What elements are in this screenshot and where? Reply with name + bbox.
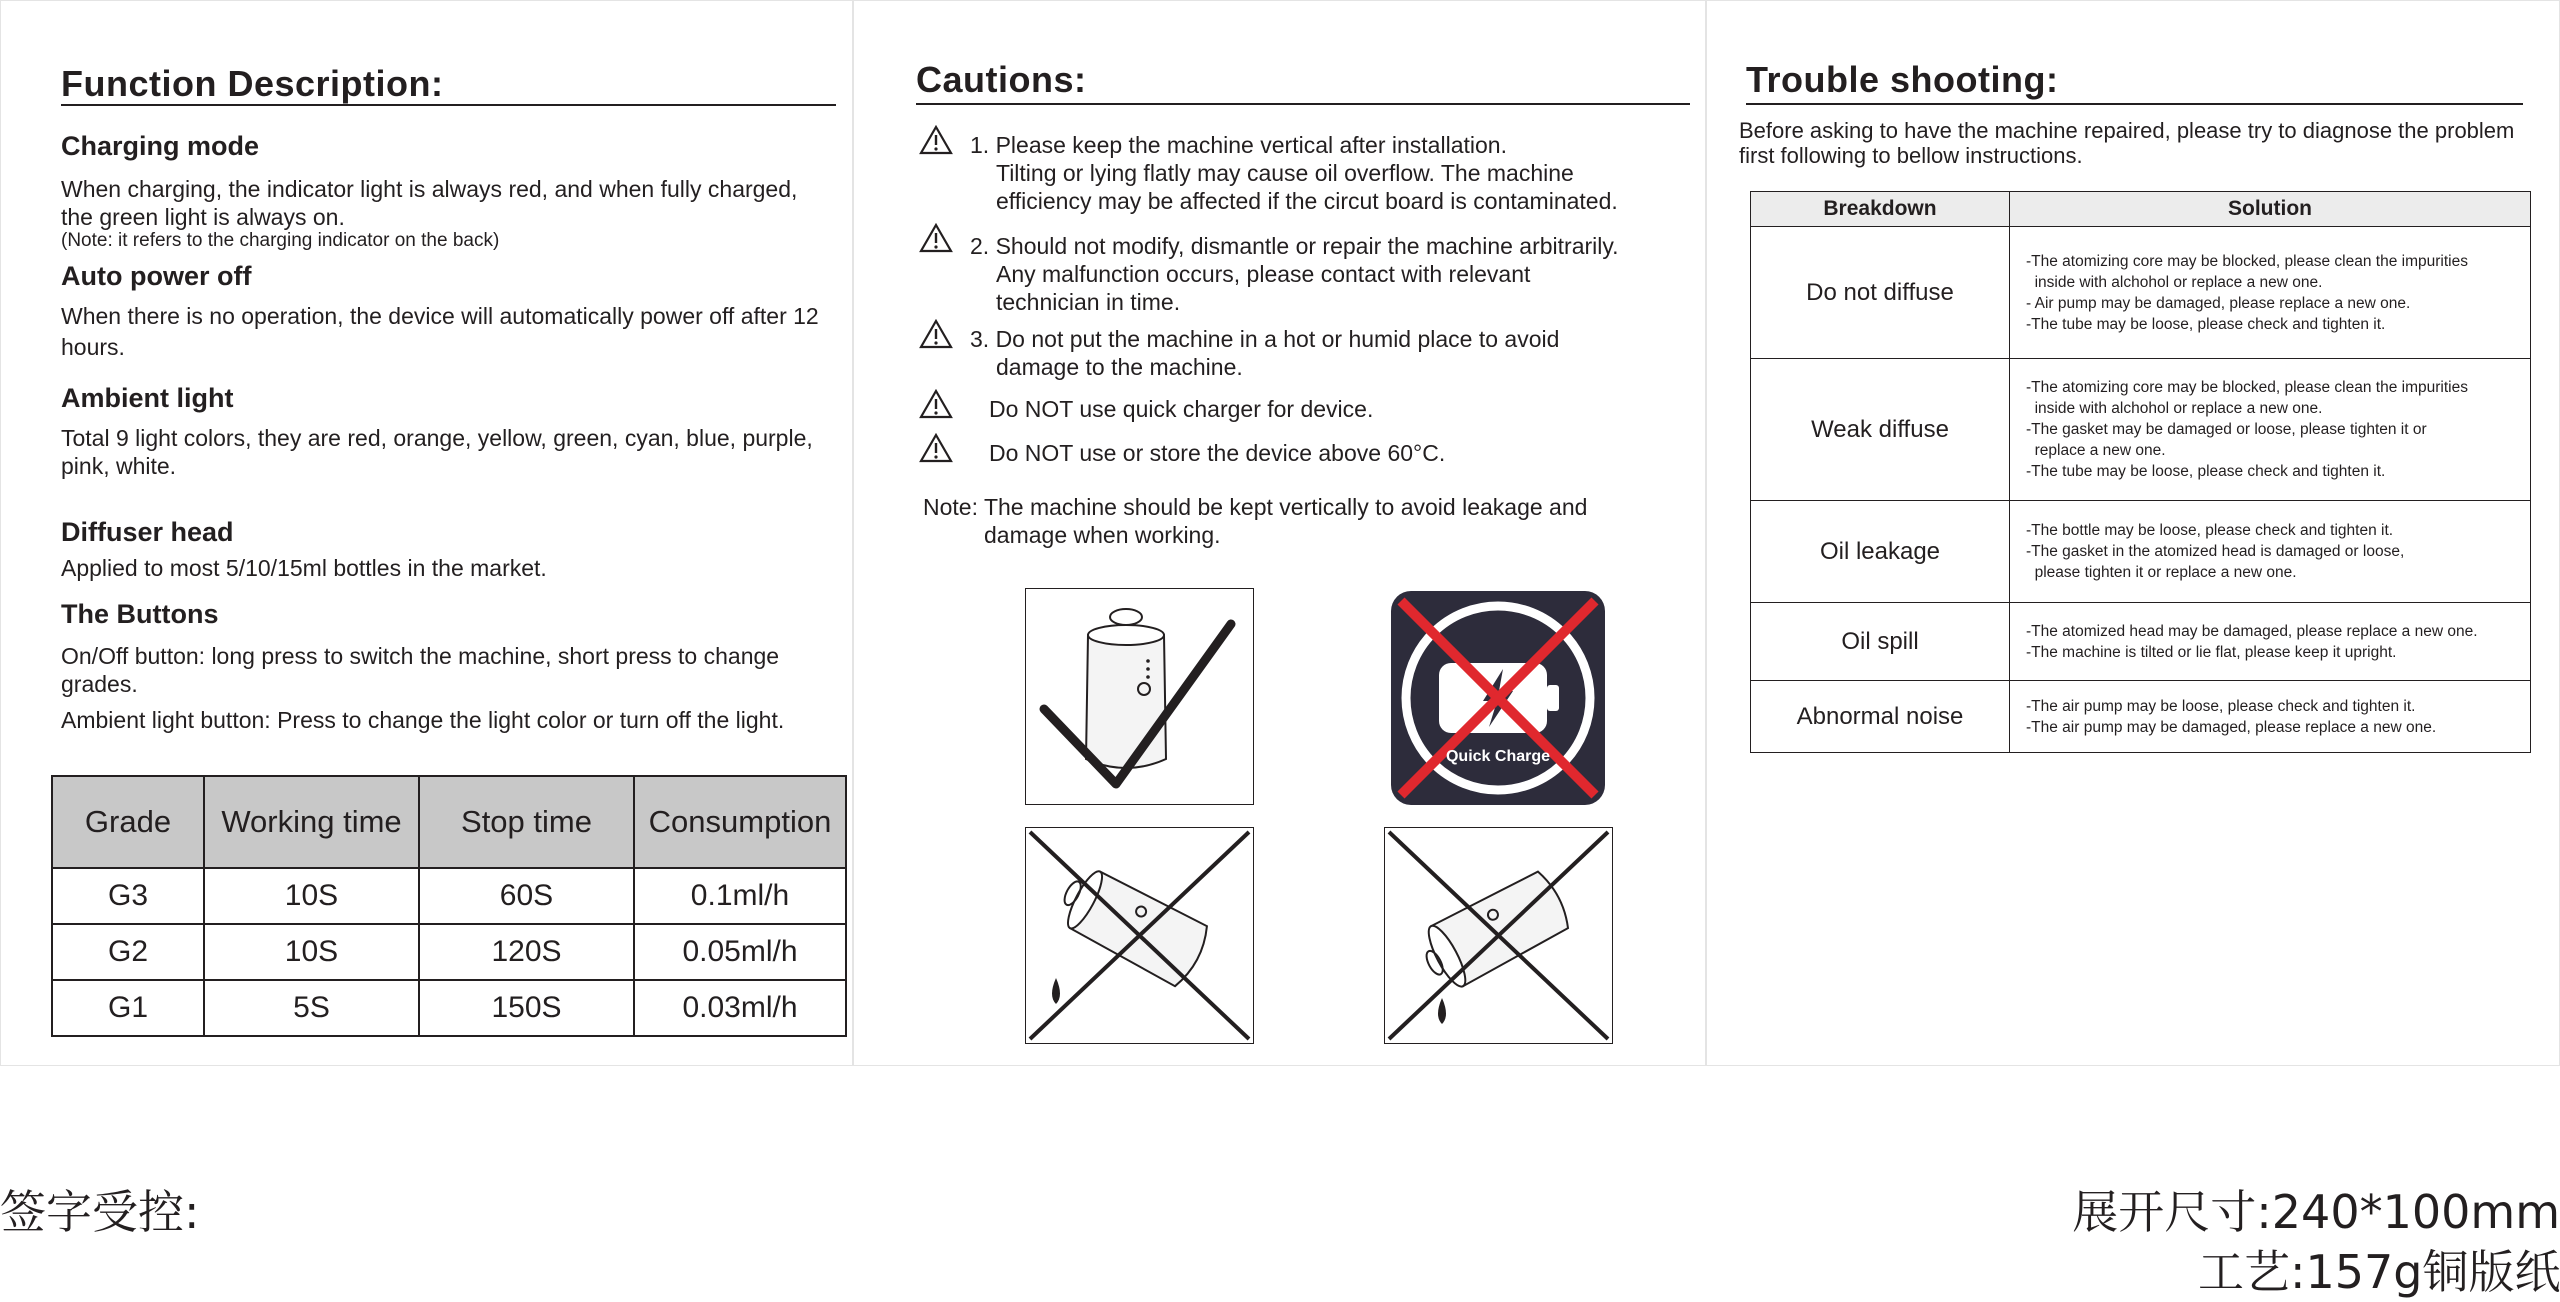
solution-cell <box>2010 501 2531 603</box>
note-line-2: damage when working. <box>984 522 1221 548</box>
solution-line: -The machine is tilted or lie flat, please keep it upright. <box>2026 643 2397 661</box>
table-cell: 0.05ml/h <box>634 924 846 980</box>
table-row <box>1751 227 2531 359</box>
solution-line: -The tube may be loose, please check and tighten it. <box>2026 463 2386 480</box>
table-row <box>1751 359 2531 501</box>
table-cell: 10S <box>204 868 419 924</box>
solution-line: -The tube may be loose, please check and tighten it. <box>2026 315 2386 333</box>
table-cell: G3 <box>52 868 204 924</box>
caution-2-line-1: 2. Should not modify, dismantle or repair the machine arbitrarily. <box>970 233 1619 259</box>
consumption-header-cell: Consumption <box>634 776 846 868</box>
table-row <box>52 868 846 924</box>
caution-2-line-2: Any malfunction occurs, please contact with relevant <box>996 261 1531 287</box>
warning-icon <box>919 223 953 253</box>
diffuser-text: Applied to most 5/10/15ml bottles in the market. <box>61 555 547 581</box>
onoff-text: On/Off button: long press to switch the machine, short press to change grades. <box>61 643 780 697</box>
title-rule <box>916 103 1690 105</box>
auto-off-heading: Auto power off <box>61 261 252 291</box>
title-rule <box>61 104 836 106</box>
table-row <box>1751 681 2531 753</box>
grade-header-cell: Grade <box>52 776 204 868</box>
caution-4: Do NOT use quick charger for device. <box>989 396 1374 422</box>
table-cell: 10S <box>204 924 419 980</box>
quick-charge-prohibited-icon <box>1391 591 1605 805</box>
unfolded-size-label: 展开尺寸:240*100mm <box>2072 1185 2560 1239</box>
working-time-header-cell: Working time <box>204 776 419 868</box>
table-row <box>1751 603 2531 681</box>
function-title: Function Description: <box>61 63 444 104</box>
table-cell: G2 <box>52 924 204 980</box>
function-panel <box>0 0 853 1066</box>
upright-device-icon <box>1026 589 1253 804</box>
table-cell: 150S <box>419 980 634 1036</box>
caution-2-line-3: technician in time. <box>996 289 1181 315</box>
tilted-device-image <box>1025 827 1254 1044</box>
charging-note: (Note: it refers to the charging indicator on the back) <box>61 230 500 251</box>
solution-line: replace a new one. <box>2026 442 2166 459</box>
signature-control-label: 签字受控: <box>0 1185 200 1239</box>
table-cell: 0.1ml/h <box>634 868 846 924</box>
solution-cell <box>2010 681 2531 753</box>
trouble-table-header <box>1751 192 2531 227</box>
table-cell: G1 <box>52 980 204 1036</box>
tilted-device-prohibited-icon <box>1026 828 1253 1043</box>
solution-cell <box>2010 359 2531 501</box>
solution-header-cell: Solution <box>2010 192 2531 227</box>
caution-1-line-2: Tilting or lying flatly may cause oil overflow. The machine <box>996 160 1574 186</box>
note-line-1: Note: The machine should be kept vertically to avoid leakage and <box>923 494 1588 520</box>
breakdown-header-cell: Breakdown <box>1751 192 2010 227</box>
cautions-panel <box>853 0 1706 1066</box>
cautions-title: Cautions: <box>916 59 1087 100</box>
solution-line: - Air pump may be damaged, please replace a new one. <box>2026 294 2411 312</box>
caution-3-line-2: damage to the machine. <box>996 354 1243 380</box>
lying-device-prohibited-icon <box>1385 828 1612 1043</box>
breakdown-cell: Weak diffuse <box>1751 359 2010 501</box>
solution-line: -The bottle may be loose, please check and tighten it. <box>2026 522 2394 539</box>
title-rule <box>1746 103 2523 105</box>
solution-line: inside with alchohol or replace a new one. <box>2026 273 2323 291</box>
table-cell: 0.03ml/h <box>634 980 846 1036</box>
solution-line: -The atomized head may be damaged, please replace a new one. <box>2026 622 2478 640</box>
breakdown-cell: Oil leakage <box>1751 501 2010 603</box>
process-label: 工艺:157g铜版纸 <box>2198 1245 2560 1299</box>
table-row <box>52 980 846 1036</box>
breakdown-cell: Abnormal noise <box>1751 681 2010 753</box>
trouble-table <box>1750 191 2531 753</box>
caution-1-line-3: efficiency may be affected if the circut board is contaminated. <box>996 188 1618 214</box>
table-cell: 5S <box>204 980 419 1036</box>
charging-text: When charging, the indicator light is always red, and when fully charged, the green light is always on. <box>61 176 798 230</box>
breakdown-cell: Oil spill <box>1751 603 2010 681</box>
trouble-panel <box>1706 0 2560 1066</box>
solution-line: inside with alchohol or replace a new one. <box>2026 400 2323 417</box>
auto-off-text: When there is no operation, the device will automatically power off after 12 hours. <box>61 303 819 360</box>
lying-device-image <box>1384 827 1613 1044</box>
upright-device-image <box>1025 588 1254 805</box>
solution-cell <box>2010 227 2531 359</box>
no-quick-charge-image <box>1391 591 1605 805</box>
quick-charge-label: Quick Charge <box>1445 748 1551 765</box>
warning-icon <box>919 319 953 349</box>
ambient-heading: Ambient light <box>61 383 234 413</box>
table-cell: 120S <box>419 924 634 980</box>
grade-table-header <box>52 776 846 868</box>
warning-icon <box>919 433 953 463</box>
ambient-text: Total 9 light colors, they are red, orange, yellow, green, cyan, blue, purple, pink, white. <box>61 425 813 479</box>
caution-3-line-1: 3. Do not put the machine in a hot or humid place to avoid <box>970 326 1560 352</box>
table-cell: 60S <box>419 868 634 924</box>
warning-icon <box>919 125 953 155</box>
solution-line: -The atomizing core may be blocked, please clean the impurities <box>2026 252 2468 270</box>
warning-icon <box>919 389 953 419</box>
table-row <box>1751 501 2531 603</box>
solution-line: -The gasket in the atomized head is damaged or loose, <box>2026 543 2405 560</box>
caution-1-line-1: 1. Please keep the machine vertical after installation. <box>970 132 1507 158</box>
solution-line: -The atomizing core may be blocked, please clean the impurities <box>2026 379 2468 396</box>
solution-line: -The air pump may be damaged, please replace a new one. <box>2026 718 2437 736</box>
buttons-heading: The Buttons <box>61 599 219 629</box>
solution-line: -The gasket may be damaged or loose, please tighten it or <box>2026 421 2427 438</box>
trouble-intro-line-2: first following to bellow instructions. <box>1739 143 2083 168</box>
charging-heading: Charging mode <box>61 131 260 161</box>
table-row <box>52 924 846 980</box>
grade-table <box>51 775 847 1037</box>
ambient-button-text: Ambient light button: Press to change the light color or turn off the light. <box>61 707 785 733</box>
diffuser-heading: Diffuser head <box>61 517 234 547</box>
solution-line: -The air pump may be loose, please check and tighten it. <box>2026 697 2416 715</box>
solution-line: please tighten it or replace a new one. <box>2026 564 2297 581</box>
trouble-title: Trouble shooting: <box>1746 59 2059 100</box>
solution-cell <box>2010 603 2531 681</box>
breakdown-cell: Do not diffuse <box>1751 227 2010 359</box>
caution-5: Do NOT use or store the device above 60°C. <box>989 440 1446 466</box>
stop-time-header-cell: Stop time <box>419 776 634 868</box>
trouble-intro-line-1: Before asking to have the machine repaired, please try to diagnose the problem <box>1739 118 2515 143</box>
